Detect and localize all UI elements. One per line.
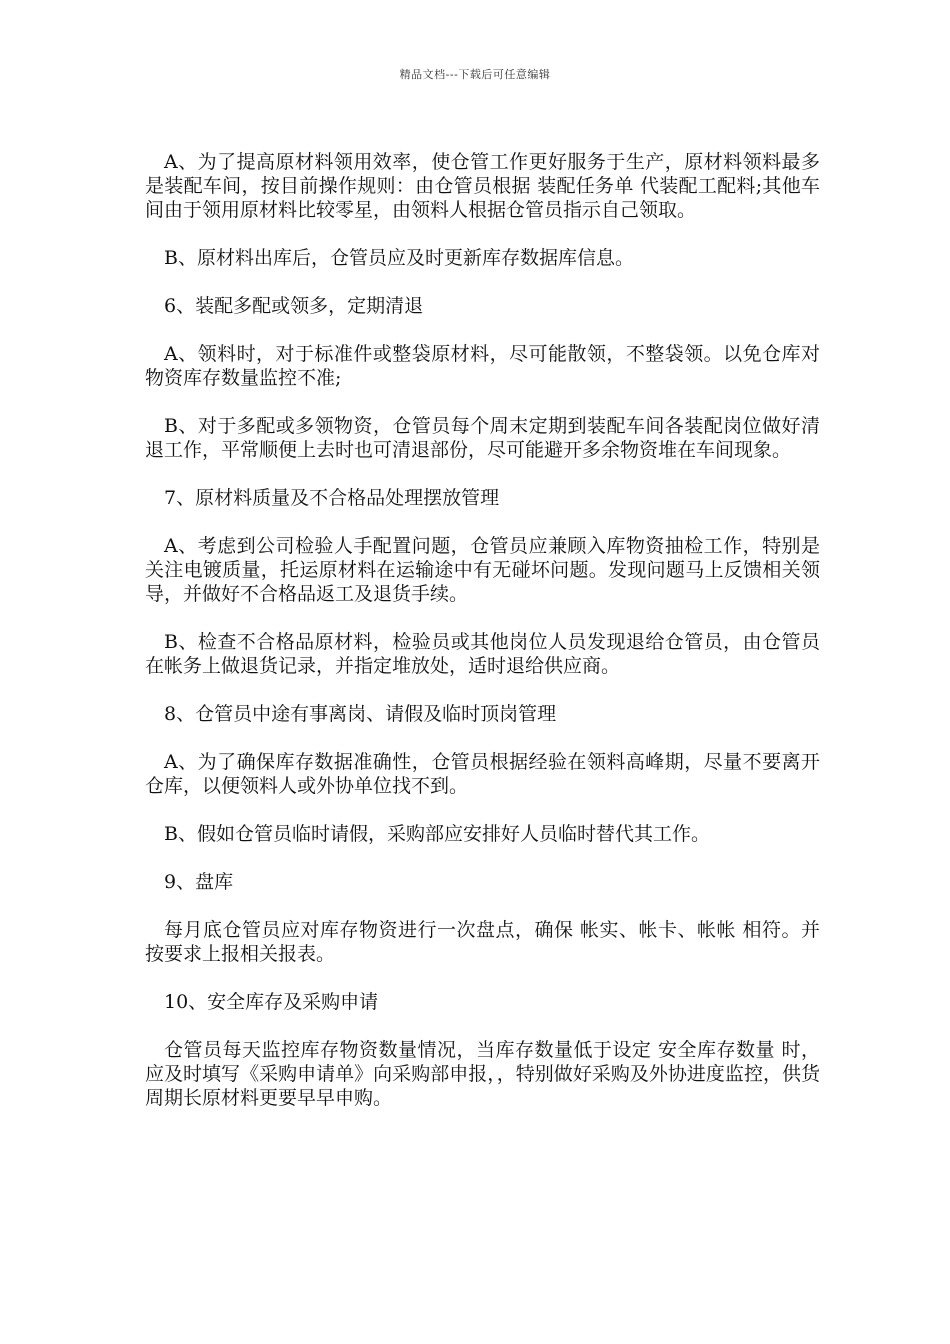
paragraph-stay-on-post: A、为了确保库存数据准确性，仓管员根据经验在领料高峰期，尽量不要离开仓库，以便领料人或外协单位找不到。 [145,751,820,797]
paragraph-inspection: A、考虑到公司检验人手配置问题，仓管员应兼顾入库物资抽检工作，特别是关注电镀质量，托运原材料在运输途中有无碰坏问题。发现问题马上反馈相关领导，并做好不合格品返工及退货手续。 [145,535,820,605]
paragraph-nonconforming-return: B、检查不合格品原材料，检验员或其他岗位人员发现退给仓管员，由仓管员在帐务上做退货记录，并指定堆放处，适时退给供应商。 [145,631,820,677]
paragraph-leave-substitute: B、假如仓管员临时请假，采购部应安排好人员临时替代其工作。 [164,823,710,845]
paragraph-bulk-picking: A、领料时，对于标准件或整袋原材料，尽可能散领，不整袋领。以免仓库对物资库存数量监控不准; [145,343,820,389]
paragraph-database-update: B、原材料出库后，仓管员应及时更新库存数据库信息。 [164,247,634,269]
section-heading-8: 8、仓管员中途有事离岗、请假及临时顶岗管理 [164,703,557,725]
section-heading-6: 6、装配多配或领多，定期清退 [164,295,424,317]
page-header: 精品文档---下载后可任意编辑 [399,68,551,81]
document-body [145,150,820,1110]
section-heading-7: 7、原材料质量及不合格品处理摆放管理 [164,487,500,509]
paragraph-safety-stock: 仓管员每天监控库存物资数量情况，当库存数量低于设定 安全库存数量 时，应及时填写《采购申请单》向采购部申报，，特别做好采购及外协进度监控，供货周期长原材料更要早早申购。 [145,1039,820,1109]
paragraph-return-surplus: B、对于多配或多领物资，仓管员每个周末定期到装配车间各装配岗位做好清退工作，平常顺便上去时也可清退部份，尽可能避开多余物资堆在车间现象。 [145,415,820,461]
section-heading-10: 10、安全库存及采购申请 [164,991,379,1013]
section-heading-9: 9、盘库 [164,871,234,893]
paragraph-picking-efficiency: A、为了提高原材料领用效率，使仓管工作更好服务于生产，原材料领料最多是装配车间，按目前操作规则：由仓管员根据 装配任务单 代装配工配料;其他车间由于领用原材料比较零星，由领料人根据仓管员指示自己领取。 [145,151,820,221]
paragraph-stocktake: 每月底仓管员应对库存物资进行一次盘点，确保 帐实、帐卡、帐帐 相符。并按要求上报相关报表。 [145,919,820,965]
